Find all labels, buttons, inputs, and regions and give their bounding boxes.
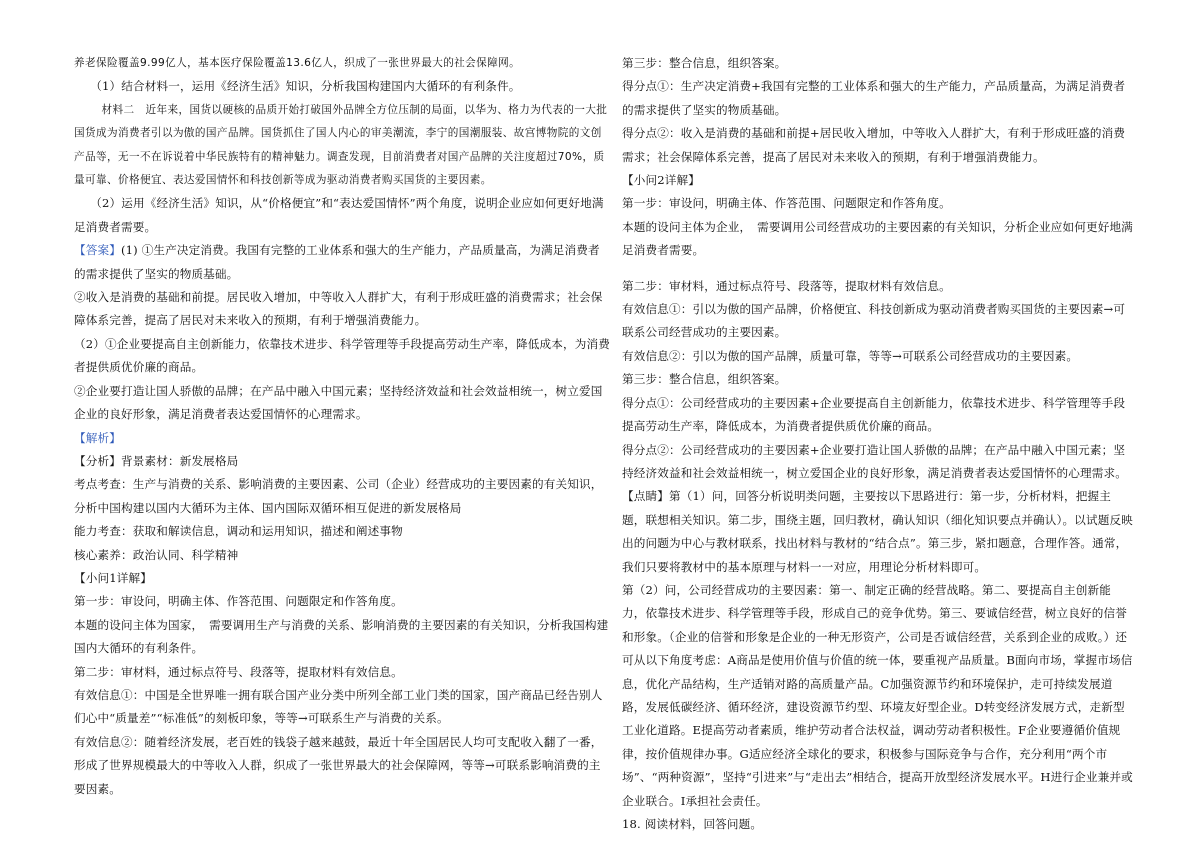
question-18-heading: 18. 阅读材料，回答问题。 — [622, 817, 763, 831]
q2-step-1: 第一步：审设问，明确主体、作答范围、问题限定和作答角度。 — [622, 196, 951, 211]
q2-step-1-detail: 本题的设问主体为企业， 需要调用公司经营成功的主要因素的有关知识，分析企业应如何更好地满足消费者需要。 — [622, 219, 1133, 258]
step-3: 第三步：整合信息，组织答案。 — [622, 56, 787, 70]
step-1-detail: 本题的设问主体为国家， 需要调用生产与消费的关系、影响消费的主要因素的有关知识，分析我国构建国内大循环的有利条件。 — [74, 617, 609, 656]
q2-info-1: 有效信息①：引以为傲的国产品牌，价格便宜、科技创新成为驱动消费者购买国货的主要因素→可联系公司经营成功的主要因素。 — [622, 302, 1126, 340]
q2-score-point-2: 得分点②：公司经营成功的主要因素+企业要打造让国人骄傲的品牌；在产品中融入中国元素；坚持经济效益和社会效益相统一，树立爱国企业的良好形象，满足消费者表达爱国情怀的心理需求。 — [622, 442, 1127, 480]
tips-paragraph: 【点睛】第（1）问，回答分析说明类问题，主要按以下思路进行：第一步，分析材料，把握主题，联想相关知识。第二步，围绕主题，回归教材，确认知识（细化知识要点并确认）。以试题反映出的问题为中心与教材联系，找出材料与教材的“结合点”。第三步，紧扣题意，合理作答。通常，我们只要将教材中的基本原理与材料一一对应，用理论分析材料即可。 — [622, 489, 1133, 574]
score-point-2: 得分点②：收入是消费的基础和前提+居民收入增加，中等收入人群扩大，有利于形成旺盛的消费需求；社会保障体系完善，提高了居民对未来收入的预期，有利于增强消费能力。 — [622, 126, 1126, 164]
spacer — [622, 263, 1134, 275]
analysis-literacy: 核心素养：政治认同、科学精神 — [74, 547, 239, 562]
material-text-tail: 养老保险覆盖9.99亿人，基本医疗保险覆盖13.6亿人，织成了一张世界最大的社会保障网。 — [74, 57, 521, 69]
left-column — [74, 52, 610, 801]
answer-paragraph-1: 【答案】(1) ①生产决定消费。我国有完整的工业体系和强大的生产能力，产品质量高，为满足消费者的需求提供了坚实的物质基础。 — [74, 243, 600, 281]
analysis-ability: 能力考查：获取和解读信息，调动和运用知识，描述和阐述事物 — [74, 524, 403, 539]
info-1: 有效信息①：中国是全世界唯一拥有联合国产业分类中所列全部工业门类的国家，国产商品已经告别人们心中“质量差”“标准低”的刻板印象，等等→可联系生产与消费的关系。 — [74, 687, 603, 726]
question-1: （1）结合材料一，运用《经济生活》知识，分析我国构建国内大循环的有利条件。 — [90, 79, 521, 94]
answer-paragraph-2: ②收入是消费的基础和前提。居民收入增加，中等收入人群扩大，有利于形成旺盛的消费需求；社会保障体系完善，提高了居民对未来收入的预期，有利于增强消费能力。 — [74, 290, 603, 328]
q2-score-point-1: 得分点①：公司经营成功的主要因素+企业要提高自主创新能力，依靠技术进步、科学管理等手段提高劳动生产率，降低成本，为消费者提供质优价廉的商品。 — [622, 395, 1126, 434]
score-point-1: 得分点①：生产决定消费+我国有完整的工业体系和强大的生产能力，产品质量高，为满足消费者的需求提供了坚实的物质基础。 — [622, 79, 1126, 117]
answer-paragraph-3: （2）①企业要提高自主创新能力，依靠技术进步、科学管理等手段提高劳动生产率，降低成本，为消费者提供质优价廉的商品。 — [74, 336, 610, 375]
q2-factors-paragraph: 第（2）问，公司经营成功的主要因素：第一、制定正确的经营战略。第二、要提高自主创新能力，依靠技术进步、科学管理等手段，形成自己的竞争优势。第三、要诚信经营，树立良好的信誉和形象。（企业的信誉和形象是企业的一种无形资产，公司是否诚信经营，关系到企业的成败。）还可从以下角度考虑：A商品是使用价值与价值的统一体，要重视产品质量。B面向市场，掌握市场信息，优化产品结构，生产适销对路的高质量产品。C加强资源节约和环境保护，走可持续发展道路，发展低碳经济、循环经济，建设资源节约型、环境友好型企业。D转变经济发展方式，走新型工业化道路。E提高劳动者素质，维护劳动者合法权益，调动劳动者积极性。F企业要遵循价值规律，按价值规律办事。G适应经济全球化的要求，积极参与国际竞争与合作，充分利用“两个市场”、“两种资源”，坚持“引进来”与“走出去”相结合，提高开放型经济发展水平。H进行企业兼并或企业联合。I承担社会责任。 — [622, 582, 1133, 808]
analysis-knowledge: 考点考查：生产与消费的关系、影响消费的主要因素、公司（企业）经营成功的主要因素的有关知识，分析中国构建以国内大循环为主体、国内国际双循环相互促进的新发展格局 — [74, 477, 603, 515]
material-two: 材料二 近年来，国货以硬核的品质开始打破国外品牌全方位压制的局面，以华为、格力为代表的一大批国货成为消费者引以为傲的国产品牌。国货抓住了国人内心的审美潮流，李宁的国潮服装、故宫博物院的文创产品等，无一不在诉说着中华民族特有的精神魅力。调查发现，目前消费者对国产品牌的关注度超过70%，质量可靠、价格便宜、表达爱国情怀和科技创新等成为驱动消费者购买国货的主要因素。 — [74, 103, 608, 187]
answer-paragraph-4: ②企业要打造让国人骄傲的品牌；在产品中融入中国元素；坚持经济效益和社会效益相统一，树立爱国企业的良好形象，满足消费者表达爱国情怀的心理需求。 — [74, 383, 603, 422]
right-column — [622, 52, 1134, 836]
q2-step-2: 第二步：审材料，通过标点符号、段落等，提取材料有效信息。 — [622, 278, 951, 293]
q2-step-3: 第三步：整合信息，组织答案。 — [622, 372, 787, 387]
subquestion-2-heading: 【小问2详解】 — [622, 173, 700, 188]
info-2: 有效信息②：随着经济发展，老百姓的钱袋子越来越鼓，最近十年全国居民人均可支配收入翻了一番，形成了世界规模最大的中等收入人群，织成了一张世界最大的社会保障网，等等→可联系影响消费的主要因素。 — [74, 734, 603, 796]
question-2: （2）运用《经济生活》知识，从“价格便宜”和“表达爱国情怀”两个角度，说明企业应如何更好地满足消费者需要。 — [74, 196, 604, 234]
analysis-tag: 【解析】 — [74, 430, 121, 445]
step-2: 第二步：审材料，通过标点符号、段落等，提取材料有效信息。 — [74, 664, 403, 679]
q2-info-2: 有效信息②：引以为傲的国产品牌，质量可靠，等等→可联系公司经营成功的主要因素。 — [622, 348, 1079, 363]
step-1: 第一步：审设问，明确主体、作答范围、问题限定和作答角度。 — [74, 594, 403, 609]
answer-tag: 【答案】 — [74, 243, 121, 258]
analysis-background: 【分析】背景素材：新发展格局 — [74, 453, 239, 468]
subquestion-1-heading: 【小问1详解】 — [74, 570, 152, 585]
